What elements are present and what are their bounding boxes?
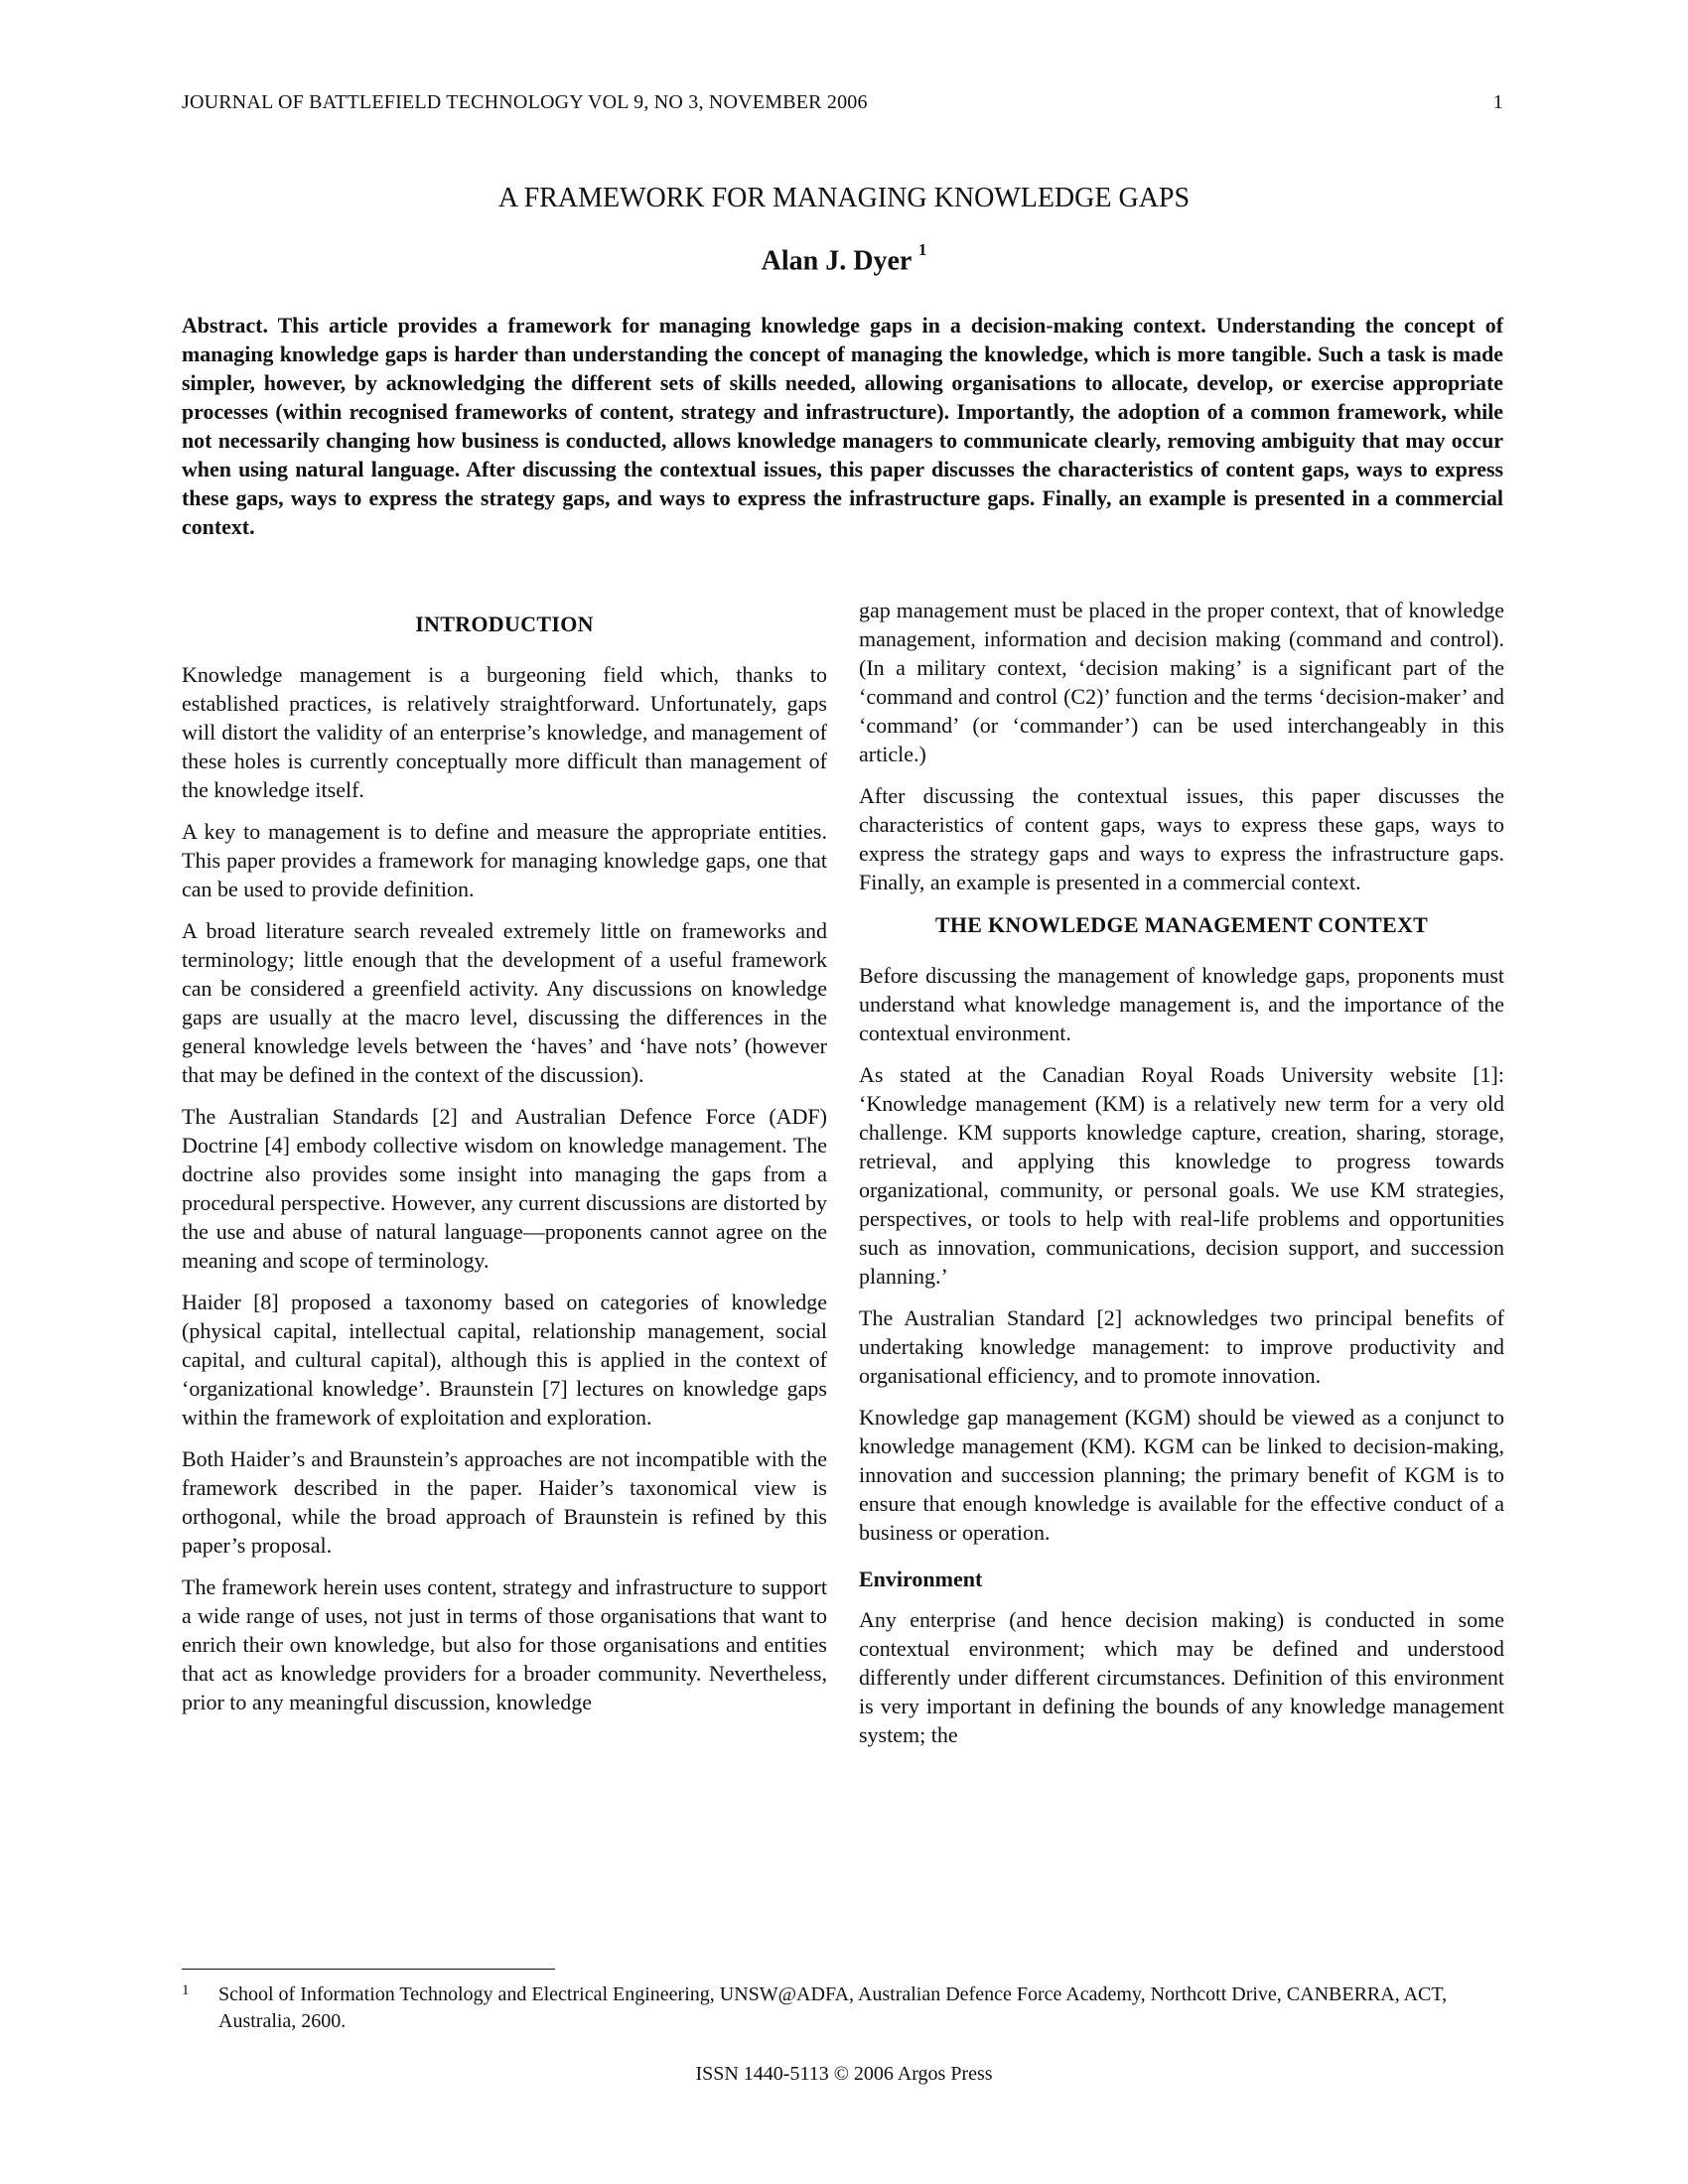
paragraph: Any enterprise (and hence decision making) is conducted in some contextual environment; which may be defined and understood differently under different circumstances. Definition of this environment is very important in defining the bounds of any knowledge management system; the [859,1607,1504,1747]
paragraph: After discussing the contextual issues, this paper discusses the characteristics of content gaps, ways to express these gaps, ways to express the strategy gaps and ways to express the infrastructure gaps. Finally, an example is presented in a commercial context. [859,783,1504,894]
section-heading-km-context: THE KNOWLEDGE MANAGEMENT CONTEXT [934,912,1429,937]
footnote [182,1981,1503,2035]
paragraph: A broad literature search revealed extremely little on frameworks and terminology; little enough that the development of a useful framework can be considered a greenfield activity. Any discussions on knowledge gaps are usually at the macro level, discussing the differences in the general knowledge levels between the ‘haves’ and ‘have nots’ (however that may be defined in the context of the discussion). [182,918,827,1087]
author-footnote-mark: 1 [917,240,927,259]
paragraph: Before discussing the management of knowledge gaps, proponents must understand what knowledge management is, and the importance of the contextual environment. [859,963,1504,1045]
paragraph: As stated at the Canadian Royal Roads University website [1]: ‘Knowledge management (KM) is a relatively new term for a very old challenge. KM supports knowledge capture, creation, sharing, storage, retrieval, and applying this knowledge to progress towards organizational, community, or personal goals. We use KM strategies, perspectives, or tools to help with real-life problems and opportunities such as innovation, communications, decision support, and succession planning.’ [859,1062,1504,1289]
paragraph: The Australian Standards [2] and Australian Defence Force (ADF) Doctrine [4] embody collective wisdom on knowledge management. The doctrine also provides some insight into managing the gaps from a procedural perspective. However, any current discussions are distorted by the use and abuse of natural language—proponents cannot agree on the meaning and scope of terminology. [182,1104,827,1273]
footnote-text: School of Information Technology and Electrical Engineering, UNSW@ADFA, Australian Defence Force Academy, Northcott Drive, CANBERRA, ACT, Australia, 2600. [218,1983,1448,2032]
footnote-divider [182,1969,555,1970]
left-column [182,596,827,1729]
article-author [0,240,1688,277]
right-column [859,596,1504,1762]
paragraph: The Australian Standard [2] acknowledges two principal benefits of undertaking knowledge management: to improve productivity and organisational efficiency, and to promote innovation. [859,1305,1504,1388]
paragraph: gap management must be placed in the proper context, that of knowledge management, information and decision making (command and control). (In a military context, ‘decision making’ is a significant part of the ‘command and control (C2)’ function and the terms ‘decision-maker’ and ‘command’ (or ‘commander’) can be used interchangeably in this article.) [859,598,1504,766]
article-title: A FRAMEWORK FOR MANAGING KNOWLEDGE GAPS [497,183,1191,213]
abstract: Abstract. This article provides a framework for managing knowledge gaps in a decision-making context. Understanding the concept of managing knowledge gaps is harder than understanding the concept of managing the knowledge, which is more tangible. Such a task is made simpler, however, by acknowledging the different sets of skills needed, allowing organisations to allocate, develop, or exercise appropriate processes (within recognised frameworks of content, strategy and infrastructure). Importantly, the adoption of a common framework, while not necessarily changing how business is conducted, allows knowledge managers to communicate clearly, removing ambiguity that may occur when using natural language. After discussing the contextual issues, this paper discusses the characteristics of content gaps, ways to express these gaps, ways to express the strategy gaps, and ways to express the infrastructure gaps. Finally, an example is presented in a commercial context. [182,313,1503,539]
paragraph: Knowledge gap management (KGM) should be viewed as a conjunct to knowledge management (KM). KGM can be linked to decision-making, innovation and succession planning; the primary benefit of KGM is to ensure that enough knowledge is available for the effective conduct of a business or operation. [859,1405,1504,1545]
paragraph: Both Haider’s and Braunstein’s approaches are not incompatible with the framework described in the paper. Haider’s taxonomical view is orthogonal, while the broad approach of Braunstein is refined by this paper’s proposal. [182,1446,827,1558]
footnote-mark: 1 [182,1982,190,1998]
paragraph: Knowledge management is a burgeoning field which, thanks to established practices, is relatively straightforward. Unfortunately, gaps will distort the validity of an enterprise’s knowledge, and management of these holes is currently conceptually more difficult than management of the knowledge itself. [182,662,827,802]
paragraph: A key to management is to define and measure the appropriate entities. This paper provides a framework for managing knowledge gaps, one that can be used to provide definition. [182,819,827,901]
subsection-heading-environment: Environment [859,1567,983,1591]
running-header [182,91,1503,114]
paragraph: Haider [8] proposed a taxonomy based on categories of knowledge (physical capital, intellectual capital, relationship management, social capital, and cultural capital), although this is applied in the context of ‘organizational knowledge’. Braunstein [7] lectures on knowledge gaps within the framework of exploitation and exploration. [182,1290,827,1430]
paragraph: The framework herein uses content, strategy and infrastructure to support a wide range of uses, not just in terms of those organisations that want to enrich their own knowledge, but also for those organisations and entities that act as knowledge providers for a broader community. Nevertheless, prior to any meaningful discussion, knowledge [182,1574,827,1714]
journal-title: JOURNAL OF BATTLEFIELD TECHNOLOGY VOL 9, NO 3, NOVEMBER 2006 [182,91,868,113]
page-number: 1 [1492,91,1503,113]
page-footer: ISSN 1440-5113 © 2006 Argos Press [695,2063,993,2085]
author-name: Alan J. Dyer [761,245,912,277]
section-heading-introduction: INTRODUCTION [415,612,594,636]
